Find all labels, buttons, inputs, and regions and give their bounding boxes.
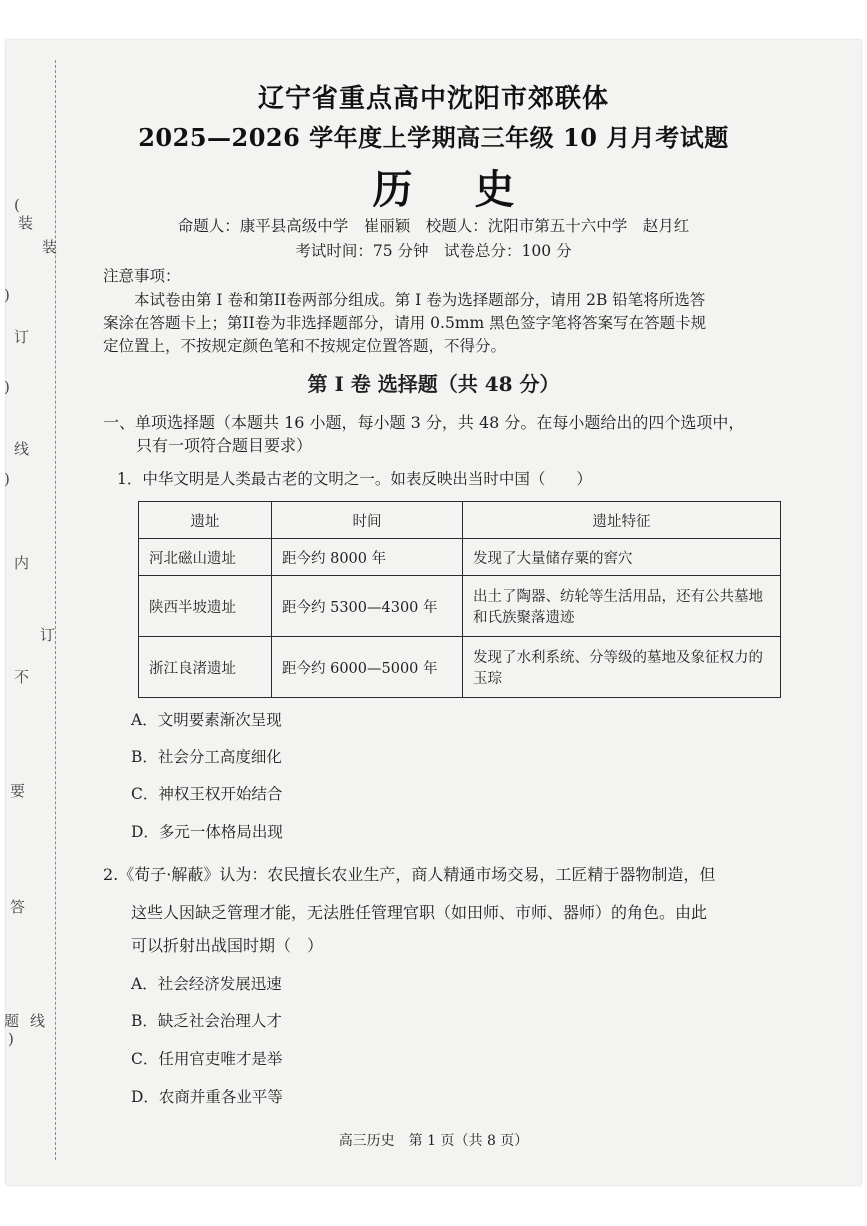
page-footer: 高三历史 第 1 页（共 8 页） (338, 1133, 529, 1149)
margin-char-bu: 不 (14, 668, 30, 686)
table-cell: 浙江良渚遗址 (139, 637, 272, 698)
question-2-option-d: D．农商并重各业平等 (131, 1088, 283, 1106)
margin-paren: ) (8, 1030, 14, 1048)
table-cell: 陕西半坡遗址 (139, 576, 272, 637)
margin-char-nei: 内 (14, 554, 30, 572)
margin-char-xian-2: 线 (30, 1012, 46, 1030)
exam-title-line2: 2025—2026 学年度上学期高三年级 10 月月考试题 (138, 123, 729, 152)
subject-title: 历 史 (372, 166, 539, 213)
table-cell: 发现了水利系统、分等级的墓地及象征权力的玉琮 (463, 637, 781, 698)
margin-paren: ( (14, 196, 20, 214)
margin-char-ding: 订 (14, 328, 30, 346)
margin-char-ti: 题 (4, 1012, 20, 1030)
margin-char-da: 答 (10, 898, 26, 916)
margin-paren: ) (4, 378, 10, 396)
notice-line: 案涂在答题卡上；第II卷为非选择题部分，请用 0.5mm 黑色签字笔将答案写在答题卡规 (103, 314, 707, 332)
question-2-option-b: B．缺乏社会治理人才 (131, 1012, 282, 1030)
question-1-option-a: A．文明要素渐次呈现 (131, 711, 282, 729)
question-2-stem: 2.《荀子·解蔽》认为：农民擅长农业生产，商人精通市场交易，工匠精于器物制造，但 (103, 865, 716, 884)
question-1-option-b: B．社会分工高度细化 (131, 748, 282, 766)
table-cell: 发现了大量储存粟的窖穴 (463, 539, 781, 576)
question-1-option-d: D．多元一体格局出现 (131, 823, 283, 841)
table-row (139, 576, 781, 637)
margin-char-zhuang: 装 (18, 214, 34, 232)
exam-info-line: 考试时间：75 分钟 试卷总分：100 分 (295, 242, 572, 260)
question-1-stem: 1．中华文明是人类最古老的文明之一。如表反映出当时中国（ ） (117, 470, 592, 488)
table-header: 遗址特征 (463, 502, 781, 539)
question-2-option-c: C．任用官吏唯才是举 (131, 1050, 283, 1068)
table-cell: 距今约 8000 年 (272, 539, 463, 576)
question-1-table (138, 501, 781, 698)
question-2-option-a: A．社会经济发展迅速 (131, 975, 282, 993)
notice-line: 定位置上，不按规定颜色笔和不按规定位置答题，不得分。 (103, 337, 507, 355)
question-2-stem: 可以折射出战国时期（ ） (131, 936, 324, 955)
margin-paren: ) (4, 470, 10, 488)
table-cell: 出土了陶器、纺轮等生活用品，还有公共墓地和氏族聚落遗迹 (463, 576, 781, 637)
notice-heading: 注意事项： (103, 267, 181, 285)
margin-char-xian: 线 (14, 440, 30, 458)
question-1-option-c: C．神权王权开始结合 (131, 785, 283, 803)
table-cell: 距今约 6000—5000 年 (272, 637, 463, 698)
section-title: 第 I 卷 选择题（共 48 分） (307, 372, 560, 396)
table-cell: 河北磁山遗址 (139, 539, 272, 576)
margin-inner-zhuang: 装 (42, 238, 58, 256)
notice-line: 本试卷由第 I 卷和第II卷两部分组成。第 I 卷为选择题部分，请用 2B 铅笔将所选答 (103, 291, 706, 309)
table-header-row (139, 502, 781, 539)
table-cell: 距今约 5300—4300 年 (272, 576, 463, 637)
section-instruction: 只有一项符合题目要求） (136, 436, 313, 455)
margin-paren: ) (4, 286, 10, 304)
margin-inner-ding: 订 (40, 626, 56, 644)
margin-char-yao: 要 (10, 782, 26, 800)
table-header: 时间 (272, 502, 463, 539)
table-row (139, 539, 781, 576)
section-instruction: 一、单项选择题（本题共 16 小题，每小题 3 分，共 48 分。在每小题给出的四个选项中， (103, 413, 745, 432)
authors-line: 命题人：康平县高级中学 崔丽颖 校题人：沈阳市第五十六中学 赵月红 (177, 217, 690, 235)
table-row (139, 637, 781, 698)
question-2-stem: 这些人因缺乏管理才能，无法胜任管理官职（如田师、市师、器师）的角色。由此 (131, 903, 708, 922)
table-header: 遗址 (139, 502, 272, 539)
exam-title-line1: 辽宁省重点高中沈阳市郊联体 (257, 84, 609, 114)
